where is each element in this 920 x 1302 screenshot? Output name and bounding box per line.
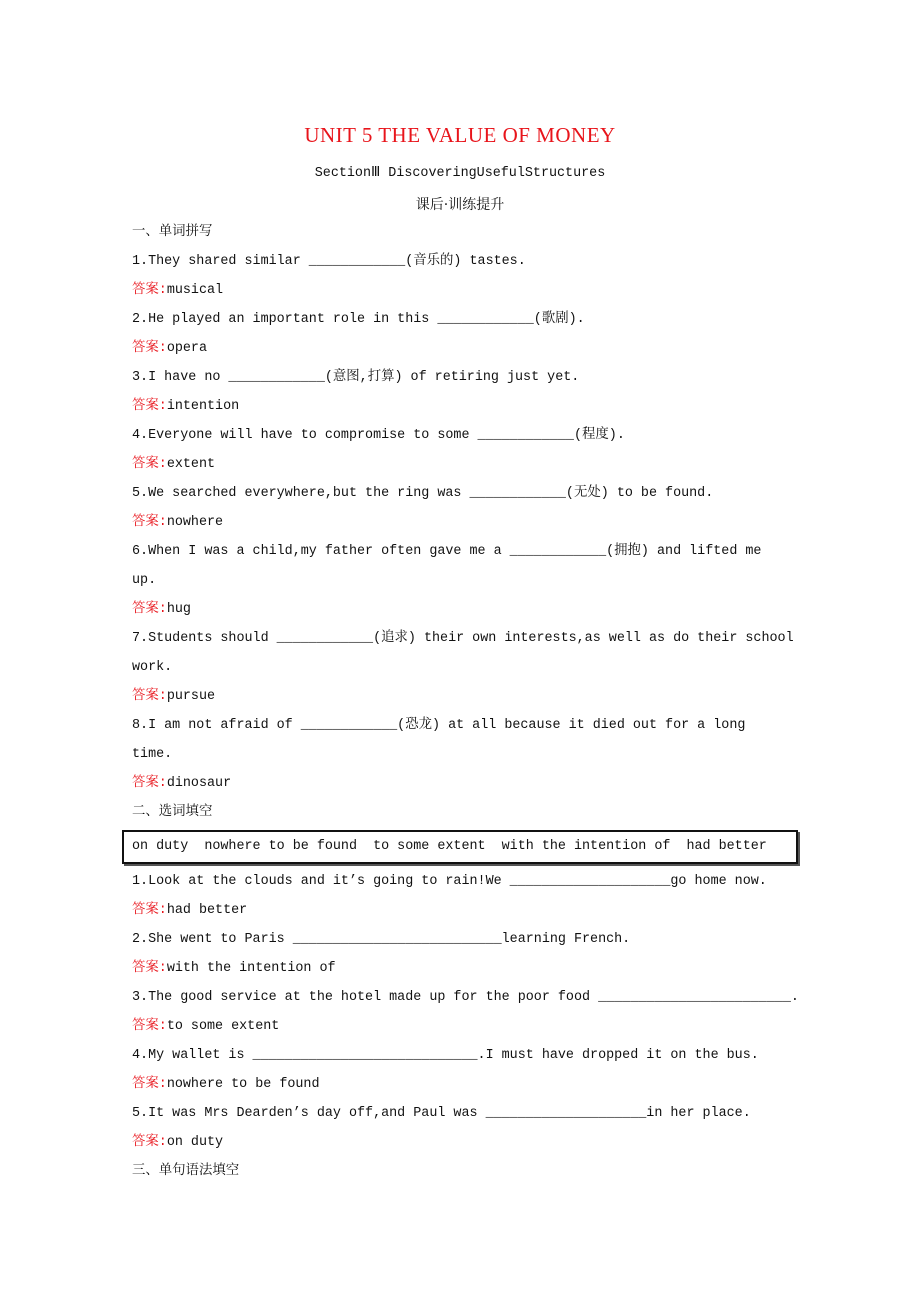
question-line: 4.Everyone will have to compromise to some ____________(程度). (132, 428, 625, 443)
question-line: up. (132, 573, 157, 588)
answer-line (132, 1012, 812, 1041)
answer-line (132, 392, 812, 421)
answer-label: 答案: (132, 602, 167, 617)
answer-text: with the intention of (166, 961, 336, 976)
section-subtitle: SectionⅢ DiscoveringUsefulStructures (314, 166, 606, 181)
fill-in-section (132, 867, 812, 1157)
answer-text: extent (166, 457, 216, 472)
answer-text: had better (166, 903, 248, 918)
answer-line (132, 1128, 812, 1157)
answer-label: 答案: (132, 399, 167, 414)
answer-label: 答案: (132, 283, 167, 298)
question-line: 4.My wallet is ____________________________.I must have dropped it on the bus. (132, 1048, 759, 1063)
answer-label: 答案: (132, 515, 167, 530)
answer-label: 答案: (132, 1135, 167, 1150)
question-line: 8.I am not afraid of ____________(恐龙) at all because it died out for a long (132, 718, 746, 733)
answer-text: opera (166, 341, 208, 356)
answer-text: nowhere to be found (166, 1077, 320, 1092)
answer-label: 答案: (132, 903, 167, 918)
answer-line (132, 334, 812, 363)
question-line: work. (132, 660, 173, 675)
question-line: 1.Look at the clouds and it’s going to rain!We ____________________go home now. (132, 874, 767, 889)
spelling-section (132, 247, 812, 798)
question-line: 7.Students should ____________(追求) their own interests,as well as do their school (132, 631, 794, 646)
answer-line (132, 896, 812, 925)
answer-label: 答案: (132, 776, 167, 791)
answer-label: 答案: (132, 341, 167, 356)
answer-label: 答案: (132, 689, 167, 704)
answer-label: 答案: (132, 457, 167, 472)
section-heading: 三、单句语法填空 (132, 1164, 240, 1179)
question-line: time. (132, 747, 173, 762)
question-line: 2.She went to Paris __________________________learning French. (132, 932, 631, 947)
page-title: UNIT 5 THE VALUE OF MONEY (304, 123, 616, 147)
answer-text: on duty (166, 1135, 224, 1150)
answer-text: musical (166, 283, 224, 298)
answer-text: pursue (166, 689, 216, 704)
answer-text: hug (166, 602, 191, 617)
question-line: 6.When I was a child,my father often gave me a ____________(拥抱) and lifted me (132, 544, 762, 559)
question-line: 3.The good service at the hotel made up for the poor food ________________________. (132, 990, 799, 1005)
question-line: 2.He played an important role in this ____________(歌剧). (132, 312, 585, 327)
answer-label: 答案: (132, 1077, 167, 1092)
answer-text: nowhere (166, 515, 224, 530)
answer-line (132, 595, 812, 624)
section-heading: 二、选词填空 (132, 805, 213, 820)
question-line: 5.It was Mrs Dearden’s day off,and Paul was ____________________in her place. (132, 1106, 751, 1121)
question-line: 5.We searched everywhere,but the ring was ____________(无处) to be found. (132, 486, 714, 501)
answer-line (132, 276, 812, 305)
answer-line (132, 682, 812, 711)
answer-text: intention (166, 399, 240, 414)
answer-text: to some extent (166, 1019, 280, 1034)
word-box: on duty nowhere to be found to some extent with the intention of had better (122, 830, 798, 864)
answer-text: dinosaur (166, 776, 232, 791)
answer-line (132, 1070, 812, 1099)
question-line: 1.They shared similar ____________(音乐的) tastes. (132, 254, 526, 269)
answer-line (132, 769, 812, 798)
section-heading: 一、单词拼写 (132, 225, 213, 240)
question-line: 3.I have no ____________(意图,打算) of retiring just yet. (132, 370, 580, 385)
answer-label: 答案: (132, 961, 167, 976)
answer-label: 答案: (132, 1019, 167, 1034)
document-body (132, 218, 812, 1186)
exercise-subtitle: 课后·训练提升 (415, 197, 505, 213)
answer-line (132, 450, 812, 479)
answer-line (132, 508, 812, 537)
answer-line (132, 954, 812, 983)
